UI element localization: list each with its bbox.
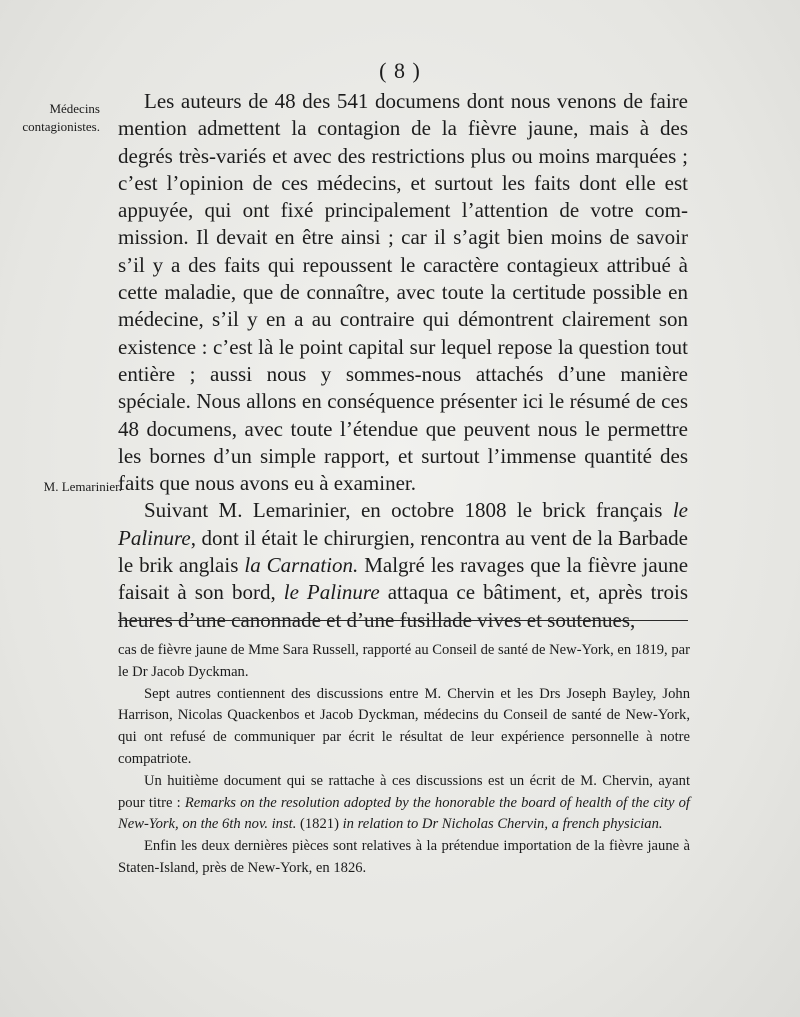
paragraph-segment: attaqua ce bâtiment, et, après trois heures d’une canonnade et d’une fusillade vives et soutenues, [118, 580, 688, 632]
main-text [118, 88, 688, 634]
margin-note-lemarinier: M. Lemarinier. [43, 479, 122, 494]
ship-name-palinure: le Palinure [283, 580, 380, 605]
footnote-russell: cas de fièvre jaune de Mme Sara Russell, rapporté au Conseil de santé de New-York, en 1819, par le Dr Jacob Dyckman. [118, 642, 690, 680]
footnote-chervin-remarks [118, 771, 690, 836]
paragraph-contagionistes: Les auteurs de 48 des 541 documens dont nous venons de faire mention admettent la contagion de la fièvre jaune, mais à des degrés très-variés et avec des restrictions plus ou moins marquées ; c’est l’opinion de ces médecins, et surtout les faits dont elle est appuyée, qui ont fixé principalement l’attention de votre commission. Il devait en être ainsi ; car il s’agit bien moins de savoir s’il y a des faits qui repoussent le caractère contagieux attribué à cette maladie, que de connaître, avec toute la certitude possible en médecine, s’il y en a au contraire qui démontrent clairement son existence : c’est là le point capital sur lequel repose la question tout entière ; aussi nous y sommes-nous attachés d’une manière spéciale. Nous allons en conséquence présenter ici le résumé de ces 48 documens, avec toute l’étendue que peuvent nous le permettre les bornes d’un simple rapport, et surtout l’immense quantité des faits que nous avons eu à examiner. [118, 89, 688, 496]
footnote-segment: (1821) [296, 816, 343, 833]
footnote-title-italic: Remarks on the resolution adopted by the honorable the board of health of the city of New-York, on the 6th nov. inst. [118, 794, 690, 833]
page-number: ( 8 ) [379, 58, 421, 83]
footnote-staten-island: Enfin les deux dernières pièces sont relatives à la prétendue importation de la fièvre jaune à Staten-Island, près de New-York, en 1826. [118, 838, 690, 876]
footnote-segment: Un huitième document qui se rattache à ces discussions est un écrit de M. Chervin, ayant pour titre : [118, 772, 690, 811]
paragraph-lemarinier [118, 497, 688, 633]
paragraph-segment: , dont il était le chirurgien, rencontra au vent de la Barbade le brik anglais [118, 525, 688, 578]
paragraph-segment: Suivant M. Lemarinier, en octobre 1808 le brick français [144, 498, 673, 523]
footnote-divider [118, 620, 688, 621]
paragraph-segment: Malgré les ravages que la fièvre jaune faisait à son bord, [118, 553, 689, 605]
footnote-title-italic: in relation to Dr Nicholas Chervin, a french physician. [342, 816, 663, 833]
ship-name-palinure: le Palinure [118, 498, 688, 550]
footnotes [118, 640, 690, 880]
footnote-discussions: Sept autres contiennent des discussions entre M. Chervin et les Drs Joseph Bayley, John Harrison, Nicolas Quackenbos et Jacob Dyckman, médecins du Conseil de santé de New-York, qui ont refusé de communiquer par écrit le résultat de leur expérience personnelle à notre compatriote. [118, 685, 690, 767]
ship-name-carnation: la Carnation. [244, 553, 359, 578]
margin-note-medecins-contagionistes: Médecins contagionistes. [22, 101, 100, 134]
